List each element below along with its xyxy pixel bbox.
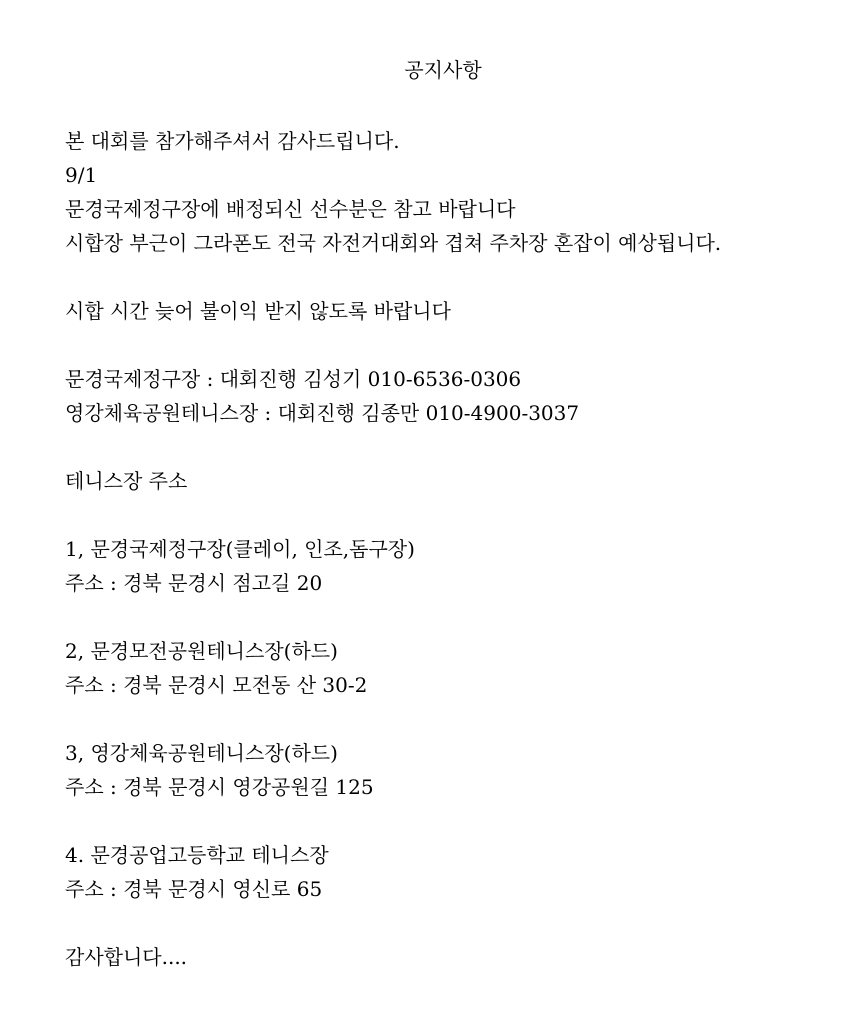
court-name: 1, 문경국제정구장(클레이, 인조,돔구장) (65, 537, 415, 561)
court-address: 주소 : 경북 문경시 점고길 20 (65, 571, 323, 595)
court-name: 2, 문경모전공원테니스장(하드) (65, 639, 338, 663)
blank-line (65, 498, 845, 532)
thanks-line: 본 대회를 참가해주셔서 감사드립니다. (65, 129, 400, 153)
blank-line (65, 702, 845, 736)
contact-line: 영강체육공원테니스장 : 대회진행 김종만 010-4900-3037 (65, 401, 580, 425)
court-address: 주소 : 경북 문경시 모전동 산 30-2 (65, 673, 368, 697)
court-name: 4. 문경공업고등학교 테니스장 (65, 843, 329, 867)
time-notice-line: 시합 시간 늦어 불이익 받지 않도록 바랍니다 (65, 299, 451, 323)
notice-title: 공지사항 (404, 58, 482, 82)
court-address: 주소 : 경북 문경시 영신로 65 (65, 877, 323, 901)
blank-line (65, 328, 845, 362)
court-address: 주소 : 경북 문경시 영강공원길 125 (65, 775, 374, 799)
blank-line (65, 600, 845, 634)
contact-line: 문경국제정구장 : 대회진행 김성기 010-6536-0306 (65, 367, 522, 391)
courts-heading: 테니스장 주소 (65, 469, 188, 493)
parking-notice-line: 시합장 부근이 그라폰도 전국 자전거대회와 겹쳐 주차장 혼잡이 예상됩니다. (65, 231, 722, 255)
blank-line (65, 906, 845, 940)
blank-line (65, 430, 845, 464)
blank-line (65, 260, 845, 294)
closing-line: 감사합니다.... (65, 945, 188, 969)
court-name: 3, 영강체육공원테니스장(하드) (65, 741, 338, 765)
date-line: 9/1 (65, 163, 98, 187)
blank-line (65, 804, 845, 838)
notice-body (65, 124, 845, 974)
assignment-notice-line: 문경국제정구장에 배정되신 선수분은 참고 바랍니다 (65, 197, 516, 221)
